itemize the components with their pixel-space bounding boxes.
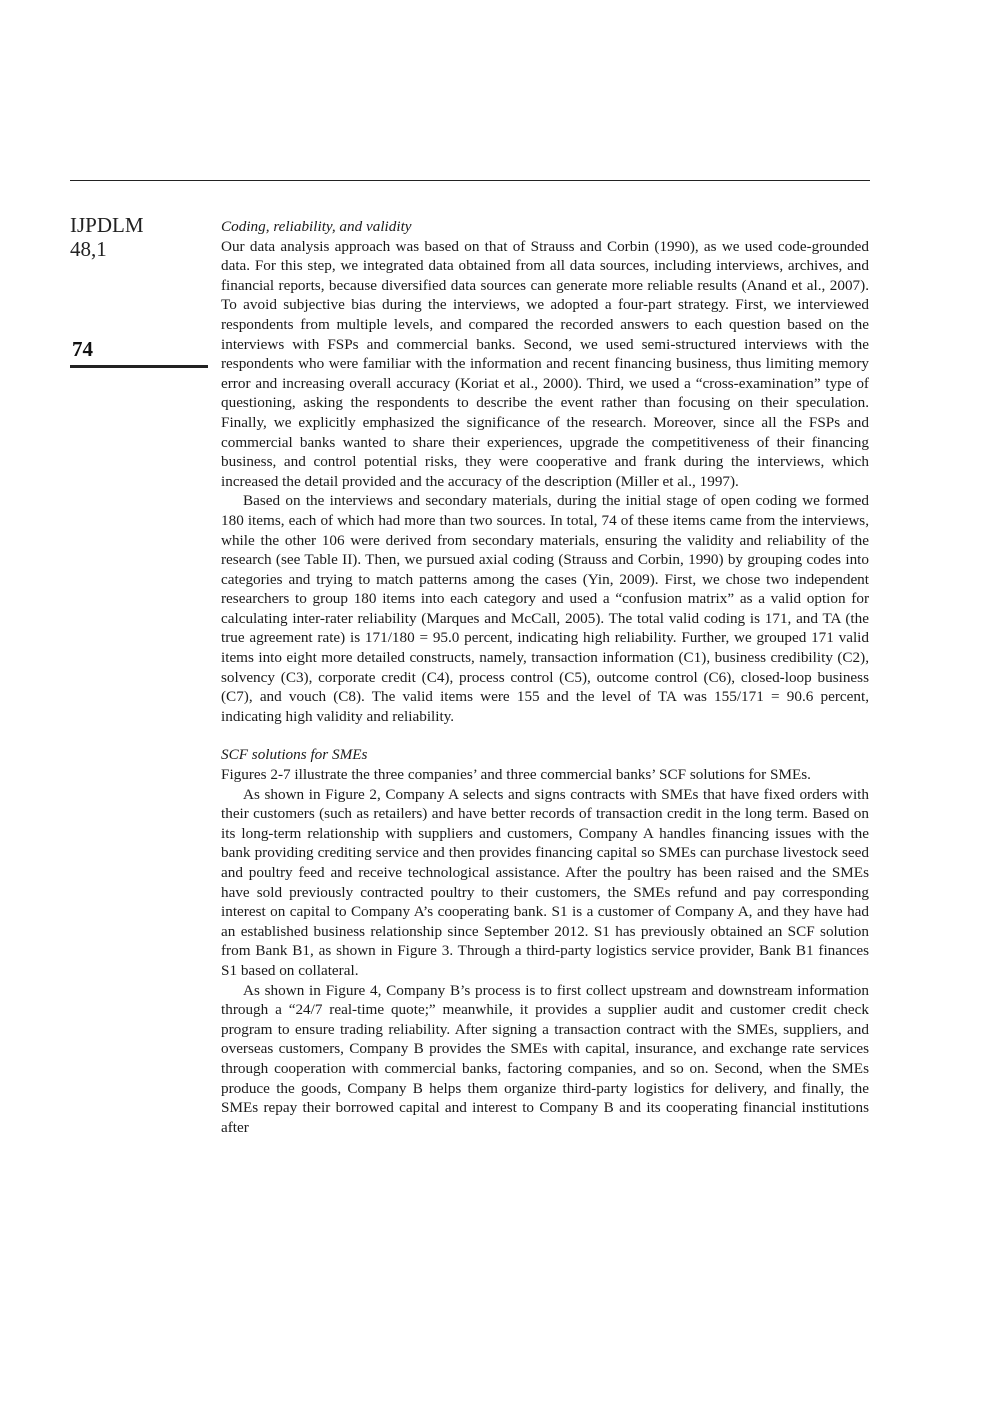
main-text-column — [221, 217, 869, 1137]
section-heading: Coding, reliability, and validity — [221, 218, 412, 235]
body-paragraph: As shown in Figure 2, Company A selects and signs contracts with SMEs that have fixed orders with their customers (such as retailers) and have better records of transaction credit in the long term. Based on its long-term relationship with suppliers and customers, Company A handles financing issues with the bank providing crediting service and then provides financing capital so SMEs can purchase livestock seed and poultry feed and receive technological assistance. After the poultry has been raised and the SMEs have sold previously contracted poultry to their customers, the SMEs refund and pay corresponding interest on capital to Company A’s cooperating bank. S1 is a customer of Company A, and they have had an established business relationship since September 2012. S1 has previously obtained an SCF solution from Bank B1, as shown in Figure 3. Through a third-party logistics service provider, Bank B1 finances S1 based on collateral. — [221, 785, 869, 979]
page-number-rule — [70, 365, 208, 368]
body-paragraph: Figures 2-7 illustrate the three companies’ and three commercial banks’ SCF solutions for SMEs. — [221, 766, 811, 784]
page-number: 74 — [72, 337, 93, 361]
body-paragraph: Our data analysis approach was based on that of Strauss and Corbin (1990), as we used code-grounded data. For this step, we integrated data obtained from all data sources, including interviews, archives, and financial reports, because diversified data sources can generate more reliable results (Anand et al., 2007). To avoid subjective bias during the interviews, we adopted a four-part strategy. First, we interviewed respondents from multiple levels, and compared the recorded answers to each question based on the interviews with FSPs and commercial banks. Second, we used semi-structured interviews with the respondents who were familiar with the information and recent financing business, thus limiting memory error and increasing overall accuracy (Koriat et al., 2000). Third, we used a “cross-examination” type of questioning, asking the respondents to describe the event rather than focusing on their speculation. Finally, we explicitly emphasized the significance of the research. Moreover, since all the FSPs and commercial banks wanted to share their experiences, upgrade the competitiveness of their financing business, and control potential risks, they were cooperative and frank during the interviews, which increased the detail provided and the accuracy of the description (Miller et al., 1997). — [221, 237, 869, 490]
body-paragraph: Based on the interviews and secondary materials, during the initial stage of open coding we formed 180 items, each of which had more than two sources. In total, 74 of these items came from the interviews, while the other 106 were derived from secondary materials, ensuring the validity and reliability of the research (see Table II). Then, we pursued axial coding (Strauss and Corbin, 1990) by grouping codes into categories and trying to match patterns among the cases (Yin, 2009). First, we chose two independent researchers to group 180 items into each category and used a “confusion matrix” as a valid option for calculating inter-rater reliability (Marques and McCall, 2005). The total valid coding is 171, and TA (the true agreement rate) is 171/180 = 95.0 percent, indicating high reliability. Further, we grouped 171 valid items into eight more detailed constructs, namely, transaction information (C1), business credibility (C2), solvency (C3), corporate credit (C4), process control (C5), outcome control (C6), closed-loop business (C7), and vouch (C8). The valid items were 155 and the level of TA was 155/171 = 90.6 percent, indicating high validity and reliability. — [221, 492, 869, 725]
header-rule — [70, 180, 870, 181]
journal-volume-issue: 48,1 — [70, 237, 107, 261]
section-heading: SCF solutions for SMEs — [221, 746, 368, 764]
body-paragraph: As shown in Figure 4, Company B’s process is to first collect upstream and downstream information through a “24/7 real-time quote;” meanwhile, it provides a supplier audit and customer credit check program to ensure trading reliability. After signing a transaction contract with the SMEs, suppliers, and overseas customers, Company B provides the SMEs with capital, insurance, and exchange rate services through cooperation with commercial banks, factoring companies, and so on. Second, when the SMEs produce the goods, Company B helps them organize third-party logistics for delivery, and finally, the SMEs repay their borrowed capital and interest to Company B and its cooperating financial institutions after — [221, 981, 869, 1136]
journal-identifier — [70, 213, 144, 261]
journal-name: IJPDLM — [70, 213, 144, 237]
